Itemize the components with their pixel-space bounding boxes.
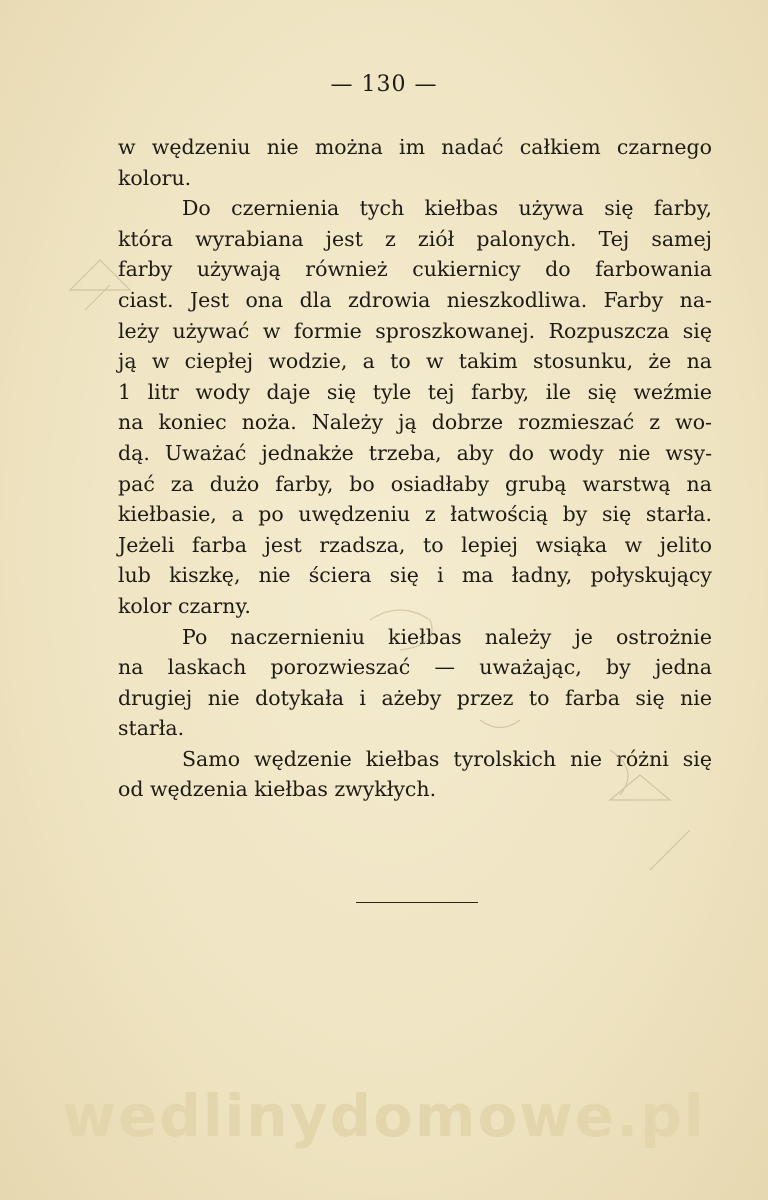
text-line: Jeżeli farba jest rzadsza, to lepiej wsiąka w jelito — [118, 532, 712, 557]
body-text — [118, 132, 712, 805]
paragraph-3 — [118, 622, 712, 744]
text-line: ciast. Jest ona dla zdrowia nieszkodliwa. Farby na- — [118, 287, 712, 312]
text-line: Po naczernieniu kiełbas należy je ostrożnie — [182, 624, 712, 649]
paragraph-2 — [118, 193, 712, 621]
text-line: farby używają również cukiernicy do farbowania — [118, 257, 712, 282]
text-line: koloru. — [118, 165, 192, 190]
text-line: Samo wędzenie kiełbas tyrolskich nie różni się — [182, 746, 712, 771]
paragraph-1 — [118, 132, 712, 193]
text-line: ją w ciepłej wodzie, a to w takim stosunku, że na — [118, 349, 712, 374]
text-line: na laskach porozwieszać — uważając, by jedna — [118, 655, 712, 680]
text-line: na koniec noża. Należy ją dobrze rozmieszać z wo- — [118, 410, 712, 435]
text-line: dą. Uważać jednakże trzeba, aby do wody nie wsy- — [118, 440, 712, 465]
end-rule — [356, 902, 478, 903]
text-line: kiełbasie, a po uwędzeniu z łatwością by się starła. — [118, 502, 712, 527]
paragraph-4 — [118, 744, 712, 805]
watermark: wedlinydomowe.pl — [62, 1082, 706, 1150]
text-line: kolor czarny. — [118, 593, 251, 618]
text-line: 1 litr wody daje się tyle tej farby, ile się weźmie — [118, 379, 712, 404]
text-line: która wyrabiana jest z ziół palonych. Tej samej — [118, 226, 712, 251]
page-number: — 130 — — [330, 72, 438, 97]
text-line: leży używać w formie sproszkowanej. Rozpuszcza się — [118, 318, 712, 343]
text-line: drugiej nie dotykała i ażeby przez to farba się nie — [118, 685, 712, 710]
text-line: w wędzeniu nie można im nadać całkiem czarnego — [118, 135, 712, 159]
text-line: Do czernienia tych kiełbas używa się farby, — [182, 196, 712, 221]
text-line: lub kiszkę, nie ściera się i ma ładny, połyskujący — [118, 563, 712, 588]
text-line: pać za dużo farby, bo osiadłaby grubą warstwą na — [118, 471, 712, 496]
text-line: od wędzenia kiełbas zwykłych. — [118, 777, 437, 802]
text-line: starła. — [118, 716, 185, 741]
